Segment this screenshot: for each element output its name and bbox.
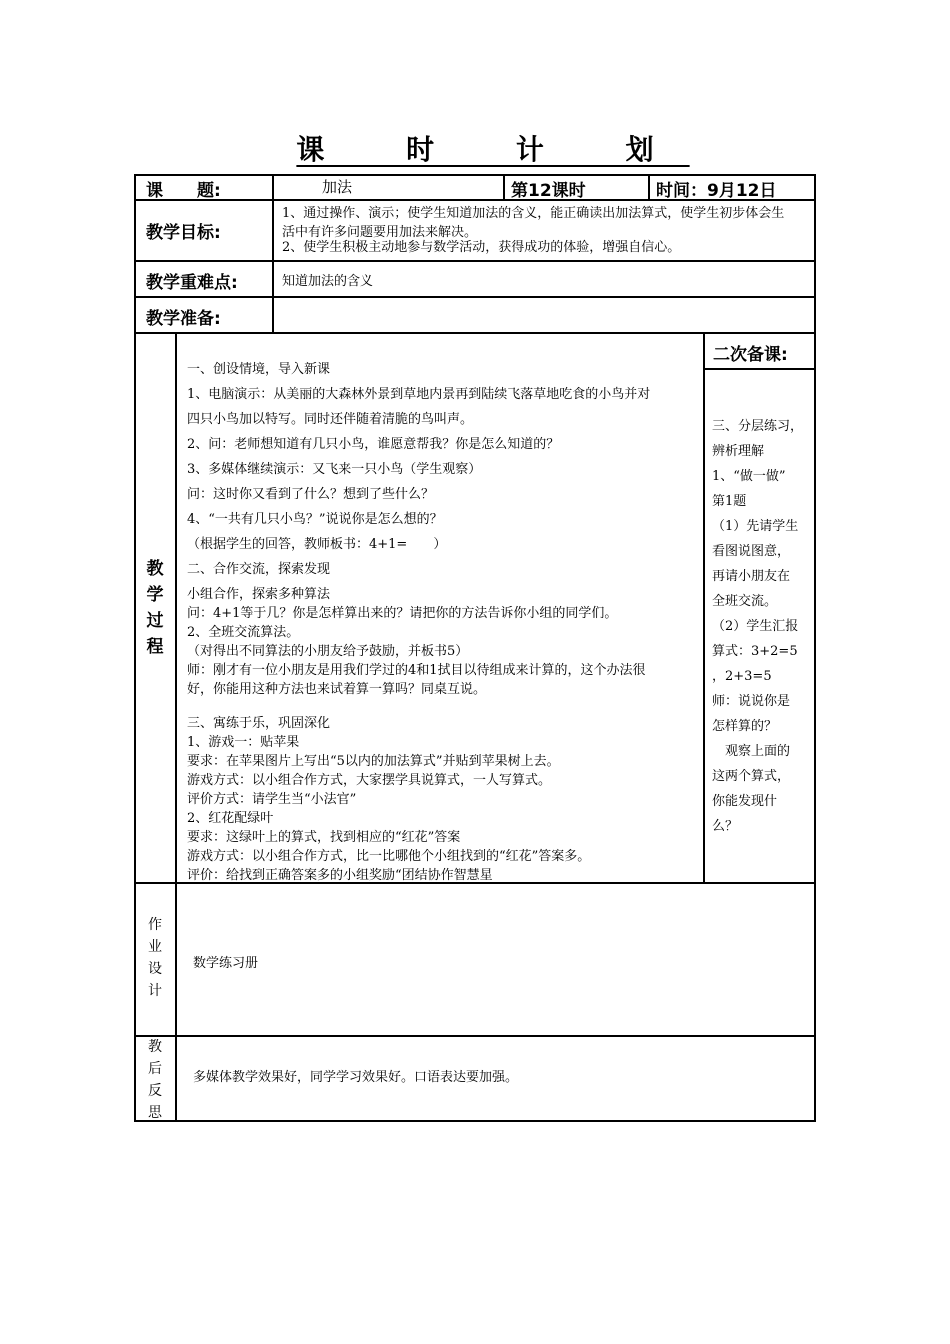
second-prep-line: 你能发现什: [712, 794, 778, 809]
process-line: 好，你能用这种方法也来试着算一算吗？同桌互说。: [187, 682, 487, 697]
process-line: 评价：给找到正确答案多的小组奖励“团结协作智慧星: [187, 868, 493, 883]
second-prep-line: （1）先请学生: [712, 519, 799, 534]
second-prep-line: 第1题: [712, 494, 747, 509]
second-prep-line: （2）学生汇报: [712, 619, 799, 634]
key-points-label: 教学重难点:: [146, 273, 238, 293]
second-prep-line: 怎样算的？: [712, 719, 778, 734]
process-line: 4、“一共有几只小鸟？”说说你是怎么想的？: [187, 512, 443, 527]
second-prep-line: 三、分层练习，: [712, 419, 804, 434]
second-prep-line: 师：说说你是: [712, 694, 791, 709]
reflection-label: 教 后 反 思: [148, 1039, 162, 1121]
objective-line: 2、使学生积极主动地参与数学活动，获得成功的体验，增强自信心。: [282, 240, 681, 255]
process-line: 评价方式：请学生当“小法官”: [187, 792, 357, 807]
process-line: 师：刚才有一位小朋友是用我们学过的4和1拭目以待组成来计算的，这个办法很: [187, 663, 646, 678]
objective-line: 1、通过操作、演示；使学生知道加法的含义，能正确读出加法算式，使学生初步体会生: [282, 206, 785, 221]
homework-value: 数学练习册: [193, 956, 259, 971]
second-prep-label: 二次备课:: [713, 345, 788, 365]
process-line: 游戏方式：以小组合作方式，大家摆学具说算式，一人写算式。: [187, 773, 552, 788]
process-line: 问：4+1等于几？你是怎样算出来的？请把你的方法告诉你小组的同学们。: [187, 606, 618, 621]
second-prep-line: 观察上面的: [712, 744, 791, 759]
lesson-date: 时间：9月12日: [656, 181, 777, 201]
second-prep-line: 全班交流。: [712, 594, 778, 609]
second-prep-line: 么？: [712, 819, 739, 834]
process-line: 三、寓练于乐，巩固深化: [187, 716, 331, 731]
process-line: 一、创设情境，导入新课: [187, 362, 331, 377]
reflection-value: 多媒体教学效果好，同学学习效果好。口语表达要加强。: [193, 1070, 519, 1085]
second-prep-line: 再请小朋友在: [712, 569, 791, 584]
process-line: 游戏方式：以小组合作方式，比一比哪他个小组找到的“红花”答案多。: [187, 849, 591, 864]
process-line: 1、游戏一：贴苹果: [187, 735, 300, 750]
process-line: 小组合作，探索多种算法: [187, 587, 331, 602]
second-prep-line: 这两个算式，: [712, 769, 791, 784]
process-label: 教 学 过 程: [146, 559, 164, 657]
process-line: （对得出不同算法的小朋友给予鼓励，并板书5）: [187, 644, 469, 659]
objective-line: 活中有许多问题要用加法来解决。: [282, 225, 478, 240]
second-prep-line: ，2+3=5: [712, 669, 772, 684]
process-line: 1、电脑演示：从美丽的大森林外景到草地内景再到陆续飞落草地吃食的小鸟并对: [187, 387, 651, 402]
second-prep-content: [712, 414, 812, 839]
second-prep-line: 辨析理解: [712, 444, 765, 459]
objectives-label: 教学目标:: [146, 223, 221, 243]
topic-label: 课 题:: [146, 181, 221, 201]
homework-label: 作 业 设 计: [148, 917, 162, 999]
second-prep-line: 看图说图意，: [712, 544, 791, 559]
process-line: 要求：这绿叶上的算式，找到相应的“红花”答案: [187, 830, 461, 845]
title-text: 课 时 计 划: [296, 133, 690, 166]
lesson-number: 第12课时: [511, 181, 586, 201]
process-line: 二、合作交流，探索发现: [187, 562, 331, 577]
process-line: 问：这时你又看到了什么？想到了些什么？: [187, 487, 435, 502]
process-line: 要求：在苹果图片上写出“5以内的加法算式”并贴到苹果树上去。: [187, 754, 560, 769]
process-line: 四只小鸟加以特写。同时还伴随着清脆的鸟叫声。: [187, 412, 474, 427]
document-title: [0, 128, 950, 168]
preparation-label: 教学准备:: [146, 309, 221, 329]
process-line: 3、多媒体继续演示：又飞来一只小鸟（学生观察）: [187, 462, 482, 477]
objectives-text: [282, 204, 812, 257]
process-line: 2、问：老师想知道有几只小鸟，谁愿意帮我？你是怎么知道的？: [187, 437, 560, 452]
second-prep-line: 算式：3+2=5: [712, 644, 798, 659]
process-line: （根据学生的回答，教师板书：4+1= ）: [187, 537, 447, 552]
key-points-value: 知道加法的含义: [282, 274, 374, 289]
topic-value: 加法: [322, 178, 353, 196]
process-line: 2、全班交流算法。: [187, 625, 300, 640]
second-prep-line: 1、“做一做”: [712, 469, 786, 484]
process-line: 2、红花配绿叶: [187, 811, 274, 826]
